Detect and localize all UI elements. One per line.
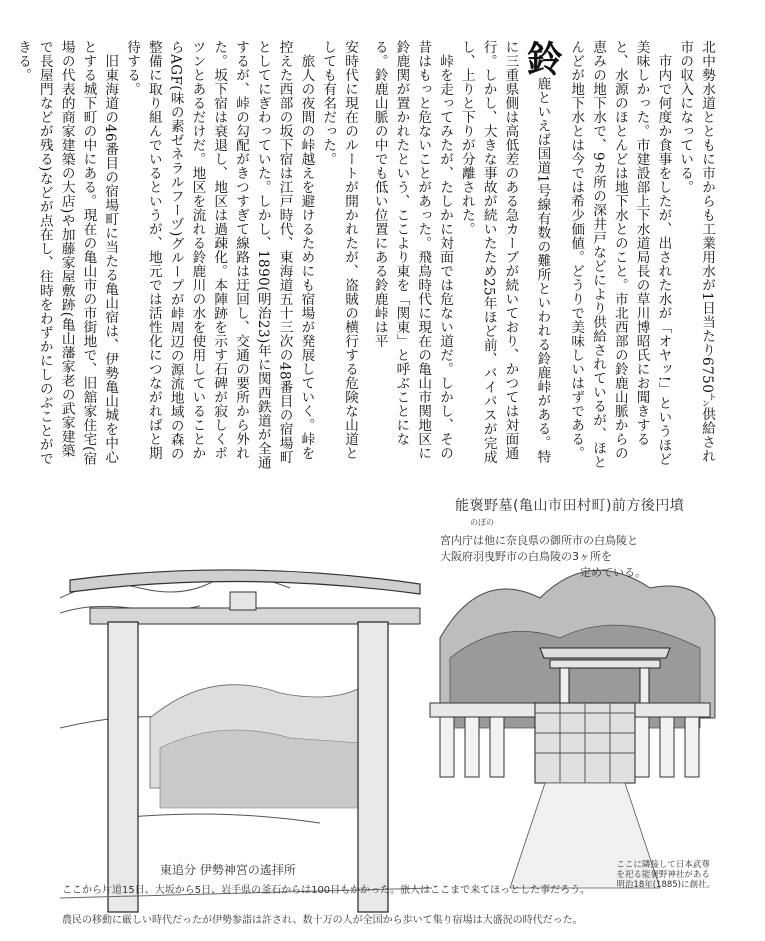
article-paragraph: 旅人の夜間の峠越えを避けるためにも宿場が発展していく。峠を控えた西部の坂下宿は江戸時代、東海道五十三次の48番目の宿場町としてにぎわっていた。しかし、1890(明治23)年に関西鉄道が全通するが、峠の勾配がきつすぎて線路は迂回し、交通の要所から外れた。坂下宿は衰退し、地区は過疎化。本陣跡を示す石碑が寂しくポツンとあるだけだ。地区を流れる鈴鹿川の水を使用していることからAGF(味の素ゼネラルフーヅ)グループが峠周辺の源流地域の森の整備に取り組んでいるというが、地元では活性化につながればと期待する。 (124, 40, 315, 470)
tomb-note: 定めている。 (580, 566, 646, 579)
tomb-side-note (616, 860, 715, 890)
article-right-column (371, 40, 717, 470)
sketch-caption: ここから片道15日、大坂から5日、岩手県の釜石からは100日もかかった。旅人はここまで来てほっとした事だろう。 (62, 885, 591, 896)
torii-sketch (60, 488, 432, 926)
torii-title: 東追分 伊勢神宮の遙拝所 (160, 863, 296, 877)
tomb-side-note-line: 明治18年(1885)に創社。 (616, 880, 715, 890)
tomb-note: 宮内庁は他に奈良県の御所市の白鳥陵と (440, 534, 638, 547)
article-paragraph: 北中勢水道とともに市からも工業用水が1日当たり6750㌧供給され市の収入になっている。 (677, 40, 715, 464)
drop-cap: 鈴 (521, 40, 564, 77)
article-paragraph: 旧東海道の46番目の宿場町に当たる亀山宿は、伊勢亀山城を中心とする城下町の中にある。現在の亀山市の市街地で、旧舘家住宅(宿場の代表的商家建築の大店)や加藤家屋敷跡(亀山藩家老の武家建築で長屋門などが残る)などが点在し、往時をわずかにしのぶことができる。 (15, 40, 119, 466)
article-paragraph-text: 鹿といえば国道1号線有数の難所といわれる鈴鹿峠がある。特に三重県側は高低差のある急カーブが続いており、かつては対面通行。しかし、大きな事故が続いたため25年ほど前、バイパスが完成し、上りと下りが分離された。 (458, 40, 551, 465)
article-paragraph: 安時代に現在のルートが開かれたが、盗賊の横行する危険な山道としても有名だった。 (320, 40, 358, 460)
tomb-title-ruby: のぼの (470, 518, 494, 527)
tomb-note: 大阪府羽曳野市の白鳥陵の3ヶ所を (440, 550, 612, 563)
sketch-caption: 農民の移動に厳しい時代だったが伊勢参詣は許され、数十万の人が全国から歩いて集り宿場は大盛況の時代だった。 (62, 915, 583, 926)
tomb-side-note-line: を祀る能褒野神社がある (616, 870, 710, 880)
tomb-title: 能褒野墓(亀山市田村町)前方後円墳 (455, 498, 685, 514)
tomb-side-note-line: ここに隣接して日本武尊 (616, 860, 710, 870)
article-left-column (15, 40, 360, 470)
article-paragraph: 峠を走ってみたが、たしかに対面では危ない道だ。しかし、その昔はもっと危ないことがあった。飛鳥時代に現在の亀山市関地区に鈴鹿関が置かれたという、ここより東を「関東」と呼ぶことになる。鈴鹿山脈の中でも低い位置にある鈴鹿峠は平 (371, 40, 454, 460)
article-paragraph (455, 40, 564, 470)
article-paragraph: 市内で何度か食事をしたが、出された水が「オヤッ!」というほど美味しかった。市建設部上下水道局長の草川博昭氏にお聞きすると、水源のほとんどは地下水とのこと。市北西部の鈴鹿山脈からの恵みの地下水で、9カ所の深井戸などにより供給されているが、ほとんどが地下水とは今では希少価値。どうりで美味しいはずである。 (568, 40, 672, 470)
